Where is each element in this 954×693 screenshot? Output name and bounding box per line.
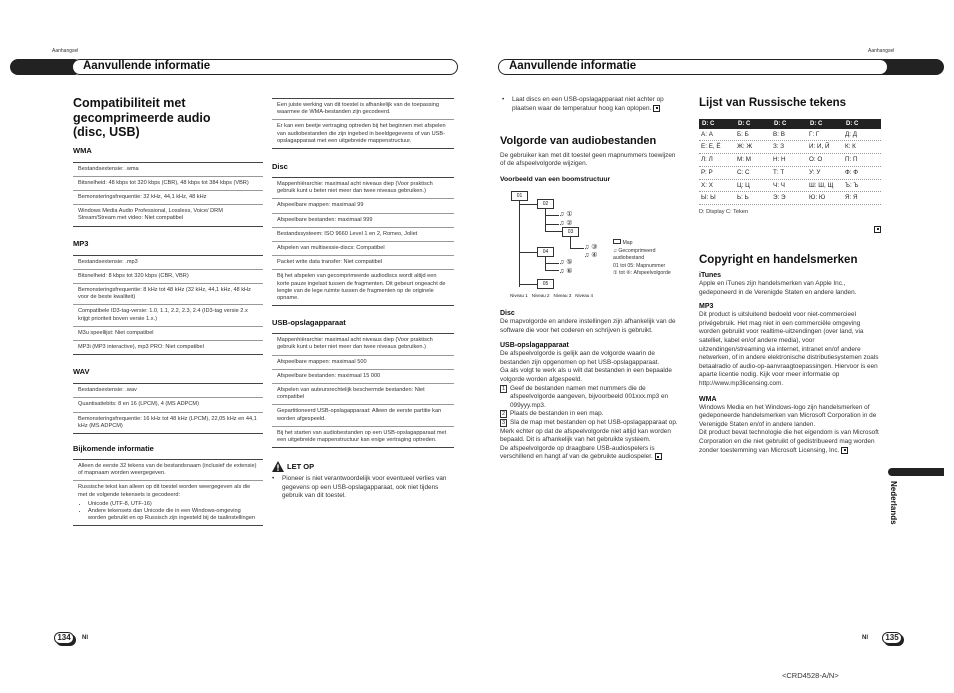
warning-icon [272, 461, 284, 472]
wav-title: WAV [73, 367, 90, 377]
itunes-text: Apple en iTunes zijn handelsmerken van Apple Inc., gedeponeerd in de Verenigde Staten en andere landen. [699, 280, 857, 296]
extra-title: Bijkomende informatie [73, 443, 154, 453]
table-row: Е: Е, Ё Ж: Ж З: З И: И, Й К: К [699, 141, 881, 154]
heading-line: (disc, USB) [73, 125, 140, 139]
side-tab-label: Nederlands [889, 481, 898, 525]
level-label: Niveau 2 [531, 293, 550, 299]
rus-heading: Lijst van Russische tekens [699, 97, 847, 109]
table-row: Windows Media Audio Professional, Lossless, Voice/ DRM Stream/Stream met video: Niet compatibel [78, 208, 223, 222]
table-row: Afspelen van auteursrechtelijk beschermde bestanden: Niet compatibel [272, 384, 454, 405]
tree-line [519, 252, 537, 253]
right-column-1 [500, 96, 682, 462]
tree-line [545, 270, 559, 271]
doc-code: <CRD4528-A/N> [782, 671, 839, 680]
lang-code-left: Nl [82, 635, 88, 641]
tree-line [545, 224, 559, 225]
table-row: Bij het starten van audiobestanden op een USB-opslagapparaat met een uitgebreide mappenstructuur kan enige vertraging optreden. [277, 429, 447, 444]
file-icon: ♫ ② [559, 220, 573, 228]
running-head-left: Aanhangsel [52, 48, 79, 54]
rus-note: D: Display C: Teken [699, 209, 749, 216]
file-icon: ♫ [613, 247, 617, 254]
caution-text: Pioneer is niet verantwoordelijk voor eventueel verlies van gegevens op een USB-opslagapparaat, ook niet tijdens gebruik van dit toestel. [282, 475, 447, 500]
tree-line [519, 204, 537, 205]
mp3-title: MP3 [73, 238, 89, 248]
folder-icon: 02 [537, 199, 554, 209]
column-header: D: C [738, 120, 751, 127]
list-item: • Andere tekensets dan Unicode die in een Windows-omgeving worden gebruikt en op Russisch zijn ingesteld bij de taalinstellingen [88, 508, 258, 522]
russian-char-table [699, 119, 881, 206]
column-header: D: C [774, 120, 787, 127]
step-number: 3 [501, 420, 506, 426]
table-row: Quantisatiebits: 8 en 16 (LPCM), 4 (MS ADPCM) [73, 398, 263, 412]
table-row: MP3i (MP3 interactive), mp3 PRO: Niet compatibel [78, 343, 204, 350]
bullet-icon: • [502, 96, 505, 103]
file-icon: ♫ ③ [584, 244, 598, 252]
table-row: Х: Х Ц: Ц Ч: Ч Ш: Ш, Щ Ъ: Ъ [699, 180, 881, 193]
end-mark-icon [655, 453, 662, 460]
table-row: Bitsnelheid: 8 kbps tot 320 kbps (CBR, VBR) [73, 270, 263, 284]
table-row: Afspeelbare bestanden: maximaal 15 000 [272, 370, 454, 384]
heading-line: gecomprimeerde audio [73, 110, 211, 125]
table-row: Bestandsextensie: .wma [73, 163, 263, 177]
heading-line: Compatibiliteit met [73, 96, 186, 110]
left-column-1 [73, 96, 263, 526]
itunes-title: iTunes [699, 272, 722, 280]
bullet-text: Laat discs en een USB-opslagapparaat niet achter op plaatsen waar de temperatuur hoog kan oplopen. [512, 96, 664, 112]
mp3-url[interactable]: http://www.mp3licensing.com. [699, 380, 784, 388]
table-row: Afspelen van multisessie-discs: Compatibel [272, 242, 454, 256]
folder-icon: 05 [537, 279, 554, 289]
lang-code-right: Nl [862, 635, 868, 641]
folder-icon: 04 [537, 247, 554, 257]
end-mark-icon [841, 447, 848, 454]
section-title-right: Aanvullende informatie [498, 59, 888, 75]
folder-icon: 01 [511, 191, 528, 201]
table-row: Een juiste werking van dit toestel is afhankelijk van de toepassing waarmee de WMA-bestanden zijn gecodeerd. [272, 99, 454, 120]
table-row: Bemonsteringsfrequentie: 8 kHz tot 48 kHz (32 kHz, 44,1 kHz, 48 kHz voor de beste kwaliteit) [73, 284, 263, 305]
section-title-left: Aanvullende informatie [72, 59, 458, 75]
table-row: Mappenhiërarchie: maximaal acht niveaus diep (Voor praktisch gebruik kunt u beter niet meer dan twee niveaus gebruiken.) [272, 334, 454, 355]
file-icon: ♫ ① [559, 211, 573, 219]
level-label: Niveau 3 [553, 293, 572, 299]
tree-line [545, 263, 559, 264]
page-number-left: 134 [54, 632, 74, 644]
column-header: D: C [702, 120, 715, 127]
tree-diagram [500, 187, 682, 305]
table-row: Bij het afspelen van gecomprimeerde audiodiscs wordt altijd een korte pauze ingelast tussen de fragmenten. Dit gebeurt ongeacht de lengte van de lege ruimte tussen de fragmenten op de originele opname. [277, 273, 446, 302]
general-table [272, 98, 454, 149]
row-text: Russische tekst kan alleen op dit toestel worden weergegeven als die met de volgende tekensets is gecodeerd: [78, 484, 251, 498]
table-row: Ы: Ы Ь: Ь Э: Э Ю: Ю Я: Я [699, 192, 881, 205]
copyright-heading: Copyright en handelsmerken [699, 253, 858, 266]
table-row: Р: Р С: С Т: Т У: У Ф: Ф [699, 167, 881, 180]
table-header [699, 119, 881, 129]
usb-title: USB-opslagapparaat [500, 342, 569, 350]
usb-text-2: Ga als volgt te werk als u wilt dat bestanden in een bepaalde volgorde worden afgespeeld. [500, 367, 672, 384]
end-mark-icon [874, 226, 881, 233]
tree-line [570, 236, 571, 248]
usb-table [272, 333, 454, 448]
table-row: Afspeelbare mappen: maximaal 99 [272, 199, 454, 213]
table-row: Bestandssysteem: ISO 9660 Level 1 en 2, Romeo, Joliet [272, 228, 454, 242]
bullet-icon: • [272, 475, 275, 483]
mp3-text: Dit product is uitsluitend bedoeld voor niet-commercieel privégebruik. Het mag niet in een commerciële omgeving worden gebruikt voor realtime-uitzendingen (over land, via satelliet, kabel en/of andere media), voor uitzendingen/streaming via internet, intranet en/of andere netwerken, of in andere elektronische distributiesystemen zoals betaalradio of audio-op-aanvraagtoepassingen. Hiervoor is een aparte licentie nodig. Kijk voor meer informatie op [699, 311, 879, 379]
wma-title: WMA [73, 145, 92, 155]
table-row: M3u speellijst: Niet compatibel [73, 327, 263, 341]
table-row: Alleen de eerste 32 tekens van de bestandsnaam (inclusief de extensie) of mapnaam worden weergegeven. [73, 460, 263, 481]
tree-line [519, 197, 520, 287]
usb-text-4: De afspeelvolgorde op draagbare USB-audiospelers is verschillend en hangt af van de gebruikte audiospeler. [500, 445, 682, 462]
table-row: А: А Б: Б В: В Г: Г Д: Д [699, 129, 881, 142]
legend-folder: Map [613, 239, 683, 248]
table-row: Bestandsextensie: .wav [73, 384, 263, 398]
table-row: Afspeelbare bestanden: maximaal 999 [272, 214, 454, 228]
page-number-right: 135 [882, 632, 902, 644]
file-icon: ♫ ⑤ [559, 259, 573, 267]
disc-text: De mapvolgorde en andere instellingen zijn afhankelijk van de software die voor het coderen en schrijven is gebruikt. [500, 318, 676, 334]
wma-table [73, 162, 263, 227]
wav-table [73, 383, 263, 434]
table-row: Bestandsextensie: .mp3 [73, 256, 263, 270]
legend-file: ♫ Gecomprimeerd audiobestand [613, 247, 656, 262]
column-header: D: C [846, 120, 859, 127]
side-tab-bar [888, 468, 944, 476]
disc-title: Disc [500, 310, 515, 318]
level-label: Niveau 4 [575, 293, 594, 299]
mp3-title: MP3 [699, 303, 714, 311]
tree-legend [613, 239, 683, 278]
step-number: 2 [501, 411, 506, 418]
page-heading [73, 96, 263, 140]
table-row: Gepartitioneerd USB-opslagapparaat: Alleen de eerste partitie kan worden afgespeeld. [272, 405, 454, 426]
table-row: Bemonsteringsfrequentie: 32 kHz, 44,1 kHz, 48 kHz [73, 191, 263, 205]
legend-order: ① tot ⑥: Afspeelvolgorde [613, 270, 671, 277]
usb-title: USB-opslagapparaat [272, 318, 346, 328]
caution-header [272, 461, 454, 472]
table-row: Mappenhiërarchie: maximaal acht niveaus diep (Voor praktisch gebruik kunt u beter niet meer dan twee niveaus gebruiken.) [272, 178, 454, 199]
table-row [73, 481, 263, 525]
table-row: Afspeelbare mappen: maximaal 500 [272, 356, 454, 370]
usb-text-1: De afspeelvolgorde is gelijk aan de volgorde waarin de bestanden zijn opgenomen op het USB-opslagapparaat. [500, 350, 660, 366]
file-icon: ♫ ⑥ [559, 268, 573, 276]
caution-item [272, 475, 454, 501]
table-row: Er kan een beetje vertraging optreden bij het beginnen met afspelen van audiobestanden die zijn ingebed in beeldgegevens of van USB-opslagapparaat met een uitgebreide mappenstructuur. [277, 123, 446, 144]
list-item: 1 Geef de bestanden namen met nummers die de afspeelvolgorde aangeven, bijvoorbeeld 001xxx.mp3 en 099yyy.mp3. [501, 384, 669, 409]
folder-icon: 03 [562, 227, 579, 237]
right-column-2 [699, 96, 881, 455]
end-mark-icon [653, 105, 660, 112]
tree-line [545, 209, 546, 231]
tree-line [545, 215, 559, 216]
end-mark [699, 221, 881, 239]
tree-title: Voorbeeld van een boomstructuur [500, 176, 611, 184]
legend-range: 01 tot 05: Mapnummer [613, 262, 666, 269]
disc-table [272, 177, 454, 306]
list-item: 2 Plaats de bestanden in een map. [501, 410, 604, 418]
order-heading: Volgorde van audiobestanden [500, 135, 657, 148]
disc-title: Disc [272, 162, 288, 172]
tree-line [545, 231, 563, 232]
table-row: Packet write data transfer: Niet compatibel [272, 256, 454, 270]
list-item: • Unicode (UTF-8, UTF-16) [88, 501, 258, 508]
wma-text-2: Dit product bevat technologie die het eigendom is van Microsoft Corporation en die niet gebruikt of gedistribueerd mag worden zonder toestemming van Microsoft Licensing, Inc. [699, 429, 879, 454]
wma-text: Windows Media en het Windows-logo zijn handelsmerken of gedeponeerde handelsmerken van Microsoft Corporation in de Verenigde Staten en/of in andere landen. [699, 403, 877, 428]
tree-line [570, 248, 584, 249]
level-label: Niveau 1 [510, 293, 528, 299]
mp3-table [73, 255, 263, 356]
list-item: 3 Sla de map met bestanden op het USB-opslagapparaat op. [501, 419, 678, 426]
table-row: Л: Л М: М Н: Н О: О П: П [699, 154, 881, 167]
table-row: Bitsnelheid: 48 kbps tot 320 kbps (CBR), 48 kbps tot 384 kbps (VBR) [73, 177, 263, 191]
table-row: Compatibele ID3-tag-versie: 1.0, 1.1, 2.2, 2.3, 2.4 (ID3-tag versie 2.x krijgt prioriteit boven versie 1.x.) [73, 305, 263, 326]
file-icon: ♫ ④ [584, 252, 598, 260]
tree-line [519, 284, 537, 285]
level-labels [510, 293, 593, 298]
wma-title: WMA [699, 395, 717, 403]
folder-icon [613, 239, 621, 244]
order-text: De gebruiker kan met dit toestel geen mapnummers toewijzen of de afspeelvolgorde wijzigen. [500, 151, 676, 168]
step-number: 1 [501, 385, 506, 392]
caution-label: LET OP [287, 462, 315, 472]
table-row: Bemonsteringsfrequentie: 16 kHz tot 48 kHz (LPCM), 22,05 kHz en 44,1 kHz (MS ADPCM) [78, 415, 257, 429]
extra-table [73, 459, 263, 526]
left-column-2 [272, 98, 454, 501]
intro-bullet [500, 96, 682, 113]
usb-text-3: Merk echter op dat de afspeelvolgorde niet altijd kan worden bepaald. Dit is afhankelijk van het gebruikte systeem. [500, 427, 671, 444]
running-head-right: Aanhangsel [868, 48, 895, 54]
column-header: D: C [810, 120, 823, 127]
